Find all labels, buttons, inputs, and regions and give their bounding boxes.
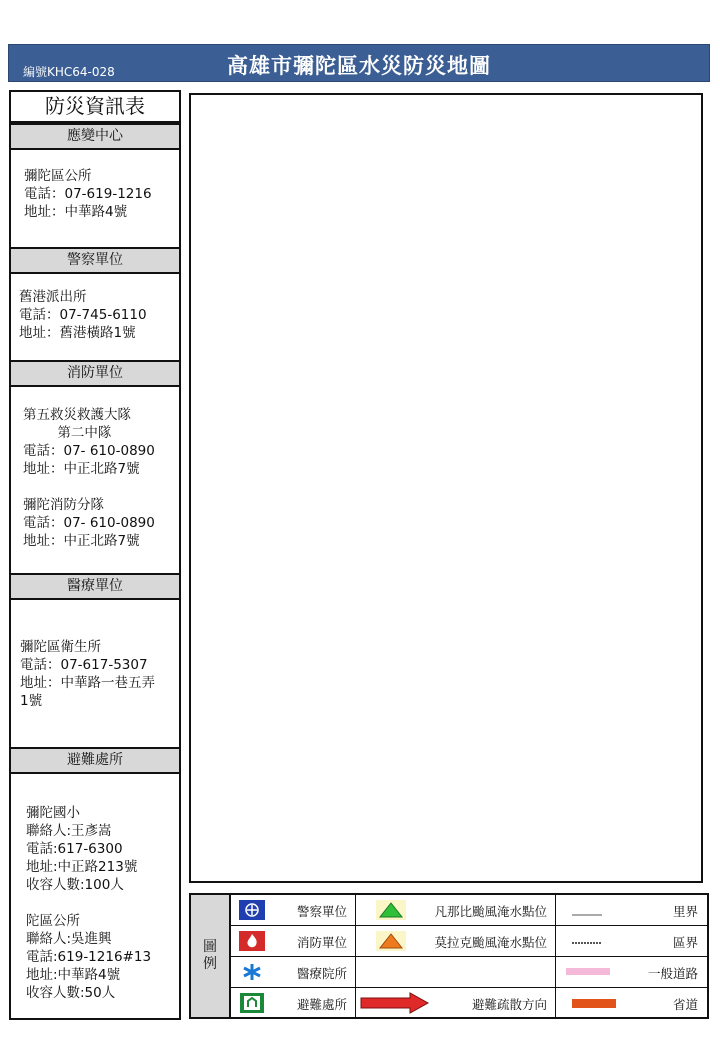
- info-line: 聯絡人:王彥嵩: [26, 823, 112, 839]
- section-heading-police: 警察單位: [11, 247, 179, 274]
- green-triangle-icon: [376, 900, 406, 920]
- info-line: 電話：07-617-5307: [20, 657, 148, 673]
- info-line: 地址:中正路213號: [26, 859, 138, 875]
- info-line: 收容人數:100人: [26, 877, 124, 893]
- info-line: 彌陀消防分隊: [23, 497, 104, 513]
- section-heading-emergency: 應變中心: [11, 123, 179, 150]
- info-line: 彌陀國小: [26, 805, 80, 821]
- info-line: 舊港派出所: [19, 289, 87, 305]
- info-panel: [9, 90, 181, 1020]
- info-line: 地址：舊港橫路1號: [19, 325, 136, 341]
- info-line: 地址：中正北路7號: [23, 461, 140, 477]
- legend: [189, 893, 709, 1019]
- map-area: [189, 93, 703, 883]
- title-bar: [8, 44, 710, 82]
- medical-info: [20, 638, 155, 710]
- road-line: [566, 962, 610, 982]
- legend-row: 避難處所 避難疏散方向 省道: [231, 988, 707, 1018]
- info-line: 收容人數:50人: [26, 985, 116, 1001]
- info-line: 彌陀區公所: [24, 168, 92, 184]
- info-line: 1號: [20, 693, 43, 709]
- info-line: 地址：中正北路7號: [23, 533, 140, 549]
- shelter-info: [26, 804, 151, 1002]
- info-line: 第二中隊: [23, 425, 112, 441]
- info-line: 地址:中華路4號: [26, 967, 121, 983]
- district-boundary-line: [572, 931, 602, 951]
- legend-row: 消防單位 莫拉克颱風淹水點位 區界: [231, 926, 707, 957]
- info-line: 電話：07- 610-0890: [23, 515, 155, 531]
- village-boundary-line: [572, 900, 602, 920]
- info-panel-title: 防災資訊表: [11, 92, 179, 123]
- info-line: 電話：07-745-6110: [19, 307, 147, 323]
- fire-icon: [239, 931, 265, 951]
- info-line: [26, 894, 151, 912]
- legend-row: 醫療院所 一般道路: [231, 957, 707, 988]
- section-heading-fire: 消防單位: [11, 360, 179, 387]
- section-heading-medical: 醫療單位: [11, 573, 179, 600]
- info-line: [23, 478, 155, 496]
- info-line: 電話：07- 610-0890: [23, 443, 155, 459]
- info-line: 聯絡人:吳進興: [26, 931, 112, 947]
- info-line: 地址：中華路4號: [24, 204, 128, 220]
- fire-info: [23, 406, 155, 550]
- emergency-info: [24, 167, 152, 221]
- map-code: 編號KHC64-028: [23, 65, 115, 79]
- medical-icon: [239, 962, 265, 982]
- evacuation-arrow-icon: [360, 992, 430, 1014]
- legend-row: 警察單位 凡那比颱風淹水點位 里界: [231, 895, 707, 926]
- shelter-icon: [239, 993, 265, 1013]
- info-line: 電話：07-619-1216: [24, 186, 152, 202]
- section-heading-shelter: 避難處所: [11, 747, 179, 774]
- info-line: 陀區公所: [26, 913, 80, 929]
- legend-label: 圖 例: [191, 895, 231, 1017]
- orange-triangle-icon: [376, 931, 406, 951]
- info-line: 電話:617-6300: [26, 841, 123, 857]
- police-info: [19, 288, 147, 342]
- info-line: 地址：中華路一巷五弄: [20, 675, 155, 691]
- info-line: 彌陀區衛生所: [20, 639, 101, 655]
- provincial-road-line: [572, 993, 616, 1013]
- police-icon: [239, 900, 265, 920]
- map-title: 高雄市彌陀區水災防災地圖: [227, 54, 491, 78]
- info-line: 電話:619-1216#13: [26, 949, 152, 965]
- info-line: 第五救災救護大隊: [23, 407, 131, 423]
